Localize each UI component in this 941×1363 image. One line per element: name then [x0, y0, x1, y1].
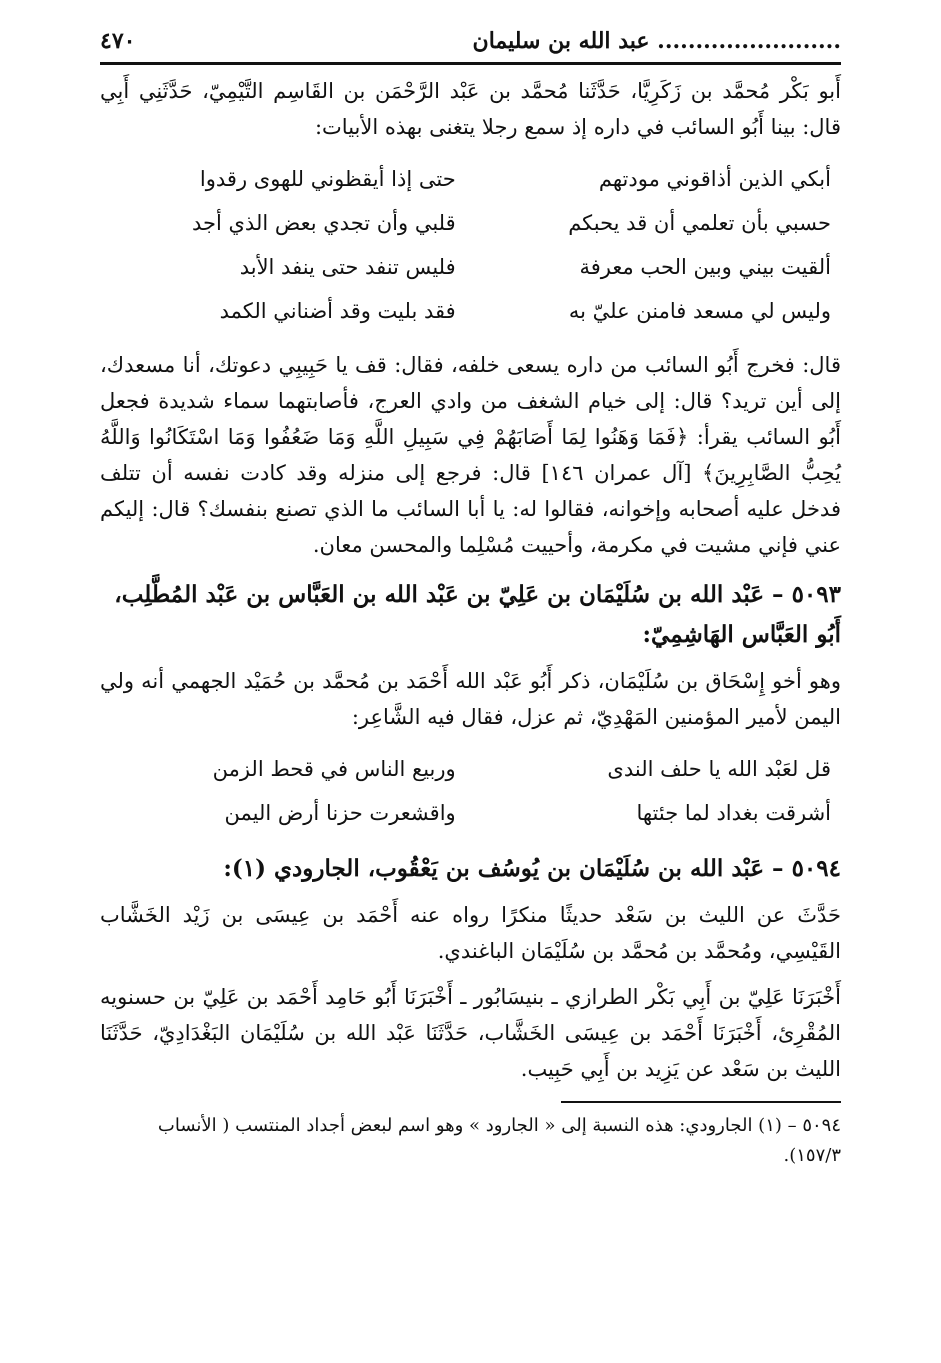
verse-second-hemistich: وربيع الناس في قحط الزمن	[212, 757, 456, 781]
footnote-divider	[561, 1101, 841, 1103]
verse-second-hemistich: واقشعرت حزنا أرض اليمن	[224, 801, 456, 825]
footnote-line: ٥٠٩٤ – (١) الجارودي: هذه النسبة إلى « الجارود » وهو اسم لبعض أجداد المنتسب ( الأنساب	[157, 1115, 841, 1136]
entry-heading-line: أَبُو العَبَّاس الهَاشِمِيّ:	[642, 621, 841, 648]
paragraph-story: قال: فخرج أَبُو السائب من داره يسعى خلفه، فقال: قف يا حَبِيبِي دعوتك، أنا مسعدك، إلى أين تريد؟ قال: إلى خيام الشغف من وادي العرج، فأصابتهما سماء شديدة فجعل أَبُو السائب يقرأ: ﴿فَمَا وَهَنُوا لِمَا أَصَابَهُمْ فِي سَبِيلِ اللَّهِ وَمَا ضَعُفُوا وَمَا اسْتَكَانُوا وَاللَّهُ يُحِبُّ الصَّابِرِينَ﴾ [آل عمران ١٤٦] قال: فرجع إلى منزله وقد كادت نفسه أن تتلف فدخل عليه أصحابه وإخوانه، فقالوا له: يا أبا السائب ما الذي تصنع بنفسك؟ قال: إليكم عني فإني مشيت في مكرمة، وأحييت مُسْلِما والمحسن معان.	[100, 353, 841, 557]
verse-first-hemistich: ألقيت بيني وبين الحب معرفة	[579, 255, 831, 279]
poem-verse	[100, 201, 841, 245]
paragraph-intro: أَبو بَكْر مُحمَّد بن زَكَرِيَّا، حَدَّثَنا مُحمَّد بن عَبْد الرَّحْمَن بن القَاسِم التَّيْمِيّ، حَدَّثَنِي أَبِي قال: بينا أَبُو السائب في داره إذ سمع رجلا يتغنى بهذه الأبيات:	[100, 79, 841, 139]
poem-verse	[100, 157, 841, 201]
verse-first-hemistich: وليس لي مسعد فامنن عليّ به	[568, 299, 831, 323]
entry-heading-5093	[100, 575, 841, 655]
paragraph-5094-a: حَدَّثَ عن الليث بن سَعْد حديثًا منكرًا رواه عنه أَحْمَد بن عِيسَى بن زَيْد الخَشَّاب القَيْسِي، ومُحمَّد بن مُحمَّد بن سُلَيْمَان الباغندي.	[100, 903, 841, 963]
verse-second-hemistich: فقد بليت وقد أضناني الكمد	[219, 299, 456, 323]
footnote	[100, 1111, 841, 1171]
entry-heading-line: ٥٠٩٣ – عَبْد الله بن سُلَيْمَان بن عَلِيّ بن عَبْد الله بن العَبَّاس بن عَبْد المُطَّلِب،	[114, 581, 841, 608]
page-number: ٤٧٠	[100, 28, 136, 54]
poem-abu-al-saib	[100, 157, 841, 333]
page-header	[100, 24, 841, 65]
paragraph-5093: وهو أخو إِسْحَاق بن سُلَيْمَان، ذكر أَبُو عَبْد الله أَحْمَد بن مُحمَّد بن حُمَيْد الجهمي أنه ولي اليمن لأمير المؤمنين المَهْدِيّ، ثم عزل، فقال فيه الشَّاعِر:	[100, 669, 841, 729]
poem-verse	[100, 791, 841, 835]
poem-verse	[100, 747, 841, 791]
verse-second-hemistich: فليس تنفد حتى ينفد الأبد	[239, 255, 456, 279]
poem-verse	[100, 245, 841, 289]
footnote-line: ١٥٧/٣).	[783, 1145, 841, 1166]
verse-first-hemistich: قل لعَبْد الله يا حلف الندى	[607, 757, 831, 781]
verse-first-hemistich: حسبي بأن تعلمي أن قد يحبكم	[568, 211, 831, 235]
verse-first-hemistich: أشرقت بغداد لما جئتها	[636, 801, 831, 825]
entry-heading-5094: ٥٠٩٤ – عَبْد الله بن سُلَيْمَان بن يُوسُف بن يَعْقُوب، الجارودي (١):	[223, 855, 841, 882]
poem-verse	[100, 289, 841, 333]
running-title: ........................ عبد الله بن سليمان	[472, 28, 841, 54]
paragraph-5094-b: أَخْبَرَنَا عَلِيّ بن أَبِي بَكْر الطرازي ـ بنيسَابُور ـ أَخْبَرَنَا أَبُو حَامِد أَحْمَد بن عَلِيّ بن حسنويه المُقْرِئ، أَخْبَرَنَا أَحْمَد بن عِيسَى الخَشَّاب، حَدَّثَنَا عَبْد الله بن سُلَيْمَان البَغْدَادِيّ، حَدَّثَنَا الليث بن سَعْد عن يَزِيد بن أَبِي حَبِيب.	[100, 985, 841, 1081]
verse-second-hemistich: قلبي وأن تجدي بعض الذي أجد	[191, 211, 456, 235]
verse-second-hemistich: حتى إذا أيقظوني للهوى رقدوا	[199, 167, 456, 191]
poem-abdallah	[100, 747, 841, 835]
verse-first-hemistich: أبكي الذين أذاقوني مودتهم	[598, 167, 831, 191]
